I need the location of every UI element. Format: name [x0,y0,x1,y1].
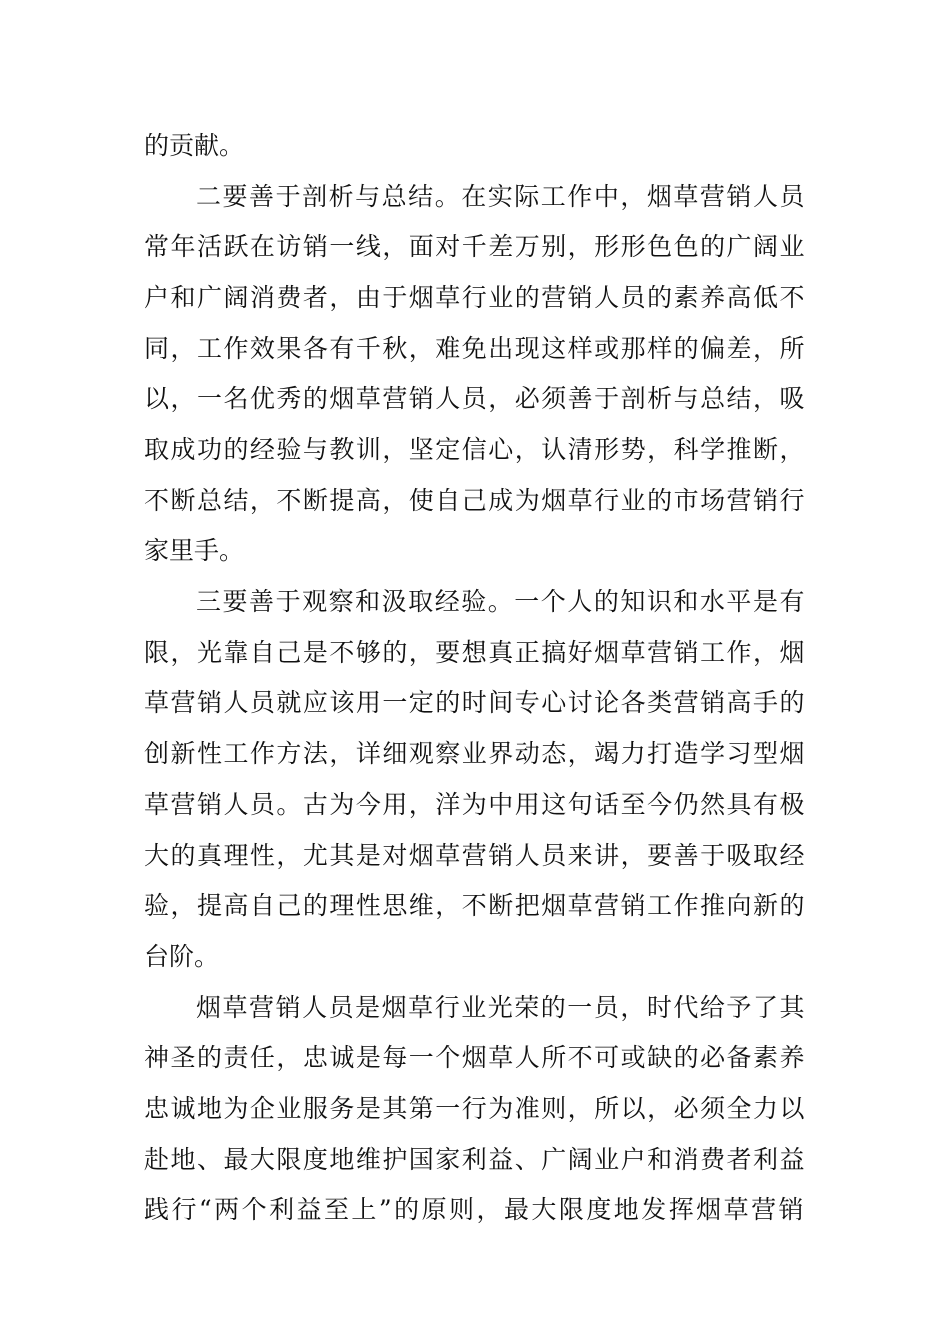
text-line [0,278,950,318]
line-text: 的贡献。 [144,131,245,160]
text-line [0,633,950,673]
line-text: 草营销人员就应该用一定的时间专心讨论各类营销高手的 [144,688,806,717]
text-line [0,329,950,369]
line-text: 大的真理性，尤其是对烟草营销人员来讲，要善于吸取经 [144,841,806,870]
text-line [0,126,950,166]
line-text: 二要善于剖析与总结。在实际工作中，烟草营销人员 [196,182,806,211]
text-line [0,481,950,521]
line-text: 以，一名优秀的烟草营销人员，必须善于剖析与总结，吸 [144,384,806,413]
line-text: 台阶。 [144,942,220,971]
text-line [0,430,950,470]
text-line [0,886,950,926]
text-line [0,1089,950,1129]
text-line [0,177,950,217]
line-text: 忠诚地为企业服务是其第一行为准则，所以，必须全力以 [144,1094,806,1123]
text-line [0,1190,950,1230]
line-text: 同，工作效果各有千秋，难免出现这样或那样的偏差，所 [144,334,806,363]
text-line [0,227,950,267]
text-line [0,988,950,1028]
line-text: 常年活跃在访销一线，面对千差万别，形形色色的广阔业 [144,232,806,261]
text-line [0,531,950,571]
line-text: 三要善于观察和汲取经验。一个人的知识和水平是有 [196,587,806,616]
line-text: 取成功的经验与教训，坚定信心，认清形势，科学推断， [144,435,806,464]
text-line [0,937,950,977]
text-line [0,683,950,723]
text-line [0,582,950,622]
text-line [0,836,950,876]
text-line [0,785,950,825]
line-text: 家里手。 [144,536,245,565]
line-text: 赴地、最大限度地维护国家利益、广阔业户和消费者利益 [144,1145,806,1174]
text-line [0,734,950,774]
line-text: 践行“两个利益至上”的原则，最大限度地发挥烟草营销 [144,1195,806,1224]
line-text: 验，提高自己的理性思维，不断把烟草营销工作推向新的 [144,891,806,920]
line-text: 创新性工作方法，详细观察业界动态，竭力打造学习型烟 [144,739,806,768]
text-line [0,1140,950,1180]
line-text: 限，光靠自己是不够的，要想真正搞好烟草营销工作，烟 [144,638,806,667]
line-text: 草营销人员。古为今用，洋为中用这句话至今仍然具有极 [144,790,806,819]
line-text: 不断总结，不断提高，使自己成为烟草行业的市场营销行 [144,486,806,515]
line-text: 户和广阔消费者，由于烟草行业的营销人员的素养高低不 [144,283,806,312]
line-text: 神圣的责任，忠诚是每一个烟草人所不可或缺的必备素养 [144,1043,806,1072]
text-line [0,1038,950,1078]
line-text: 烟草营销人员是烟草行业光荣的一员，时代给予了其 [196,993,806,1022]
text-line [0,379,950,419]
